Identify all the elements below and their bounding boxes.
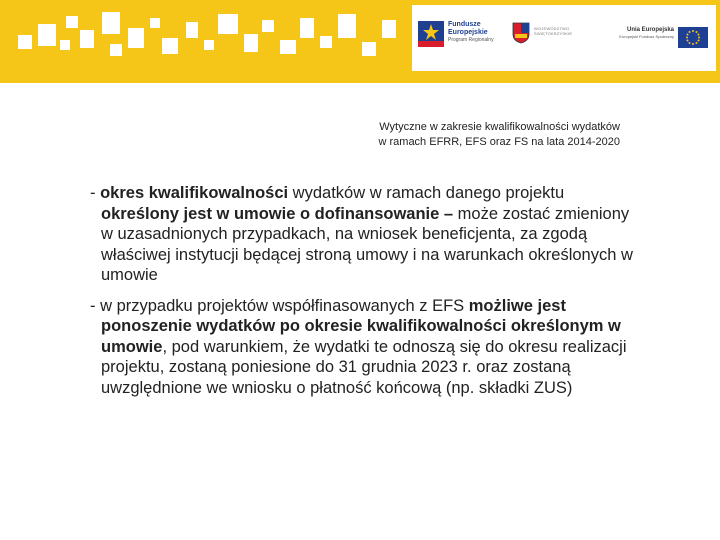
decor-square [338, 14, 356, 38]
region-crest-icon [512, 22, 530, 44]
bullet-item-1 [90, 183, 645, 286]
region-logo-line1: WOJEWÓDZTWO [534, 26, 570, 31]
funds-logo-line1: Fundusze [448, 21, 481, 28]
decor-square [110, 44, 122, 56]
funds-logo-text [448, 21, 494, 44]
funds-logo-icon [418, 21, 444, 47]
decor-square [102, 12, 120, 34]
decor-square [262, 20, 274, 32]
decor-square [60, 40, 70, 50]
bullet-item-2 [90, 296, 645, 399]
bold-text: okres kwalifikowalności [100, 184, 289, 202]
funds-logo-line2: Europejskie [448, 29, 488, 36]
content-body [90, 183, 645, 408]
body-text: , pod warunkiem, że wydatki te odnoszą się do okresu realizacji projektu, zostaną poniesione do 31 grudnia 2023 r. oraz zostaną uwzględnione we wniosku o płatność końcową (np. składki ZUS) [101, 337, 627, 397]
decor-square [80, 30, 94, 48]
bold-text: określony jest w umowie o dofinansowanie – [101, 204, 454, 223]
decor-square [18, 35, 32, 49]
decor-square [320, 36, 332, 48]
eu-logo-title: Unia Europejska [626, 27, 674, 33]
region-logo-line2: ŚWIĘTOKRZYSKIE [534, 31, 573, 36]
body-text: wydatków w ramach danego projektu [288, 184, 565, 202]
header-banner [0, 0, 720, 83]
decor-square [300, 18, 314, 38]
decor-square [204, 40, 214, 50]
body-text: może zostać zmieniony w uzasadnionych przypadkach, na wniosek beneficjenta, za zgodą właściwej instytucji będącej stroną umowy i na warunkach określonych w umowie [101, 204, 633, 284]
region-logo-text [534, 26, 572, 36]
decor-square [280, 40, 296, 54]
funds-logo-line3: Program Regionalny [448, 37, 494, 43]
eu-logo-subtitle: Europejski Fundusz Społeczny [619, 34, 674, 39]
decor-square [244, 34, 258, 52]
bullet-dash: - [90, 184, 101, 202]
document-title-line1: Wytyczne w zakresie kwalifikowalności wydatków [379, 121, 620, 133]
bold-text: możliwe jest ponoszenie wydatków po okresie kwalifikowalności określonym w umowie [101, 296, 621, 356]
decor-square [150, 18, 160, 28]
decor-square [162, 38, 178, 54]
decor-square [218, 14, 238, 34]
eu-flag-icon [678, 27, 708, 48]
decor-square [66, 16, 78, 28]
decor-square [382, 20, 396, 38]
decor-square [38, 24, 56, 46]
body-text: - w przypadku projektów współfinasowanych z EFS [90, 296, 469, 315]
document-title [260, 120, 620, 150]
decor-square [362, 42, 376, 56]
document-title-line2: w ramach EFRR, EFS oraz FS na lata 2014-2020 [378, 136, 620, 148]
decor-square [186, 22, 198, 38]
decor-square [128, 28, 144, 48]
logo-strip [412, 5, 716, 71]
eu-logo-text [602, 26, 674, 40]
